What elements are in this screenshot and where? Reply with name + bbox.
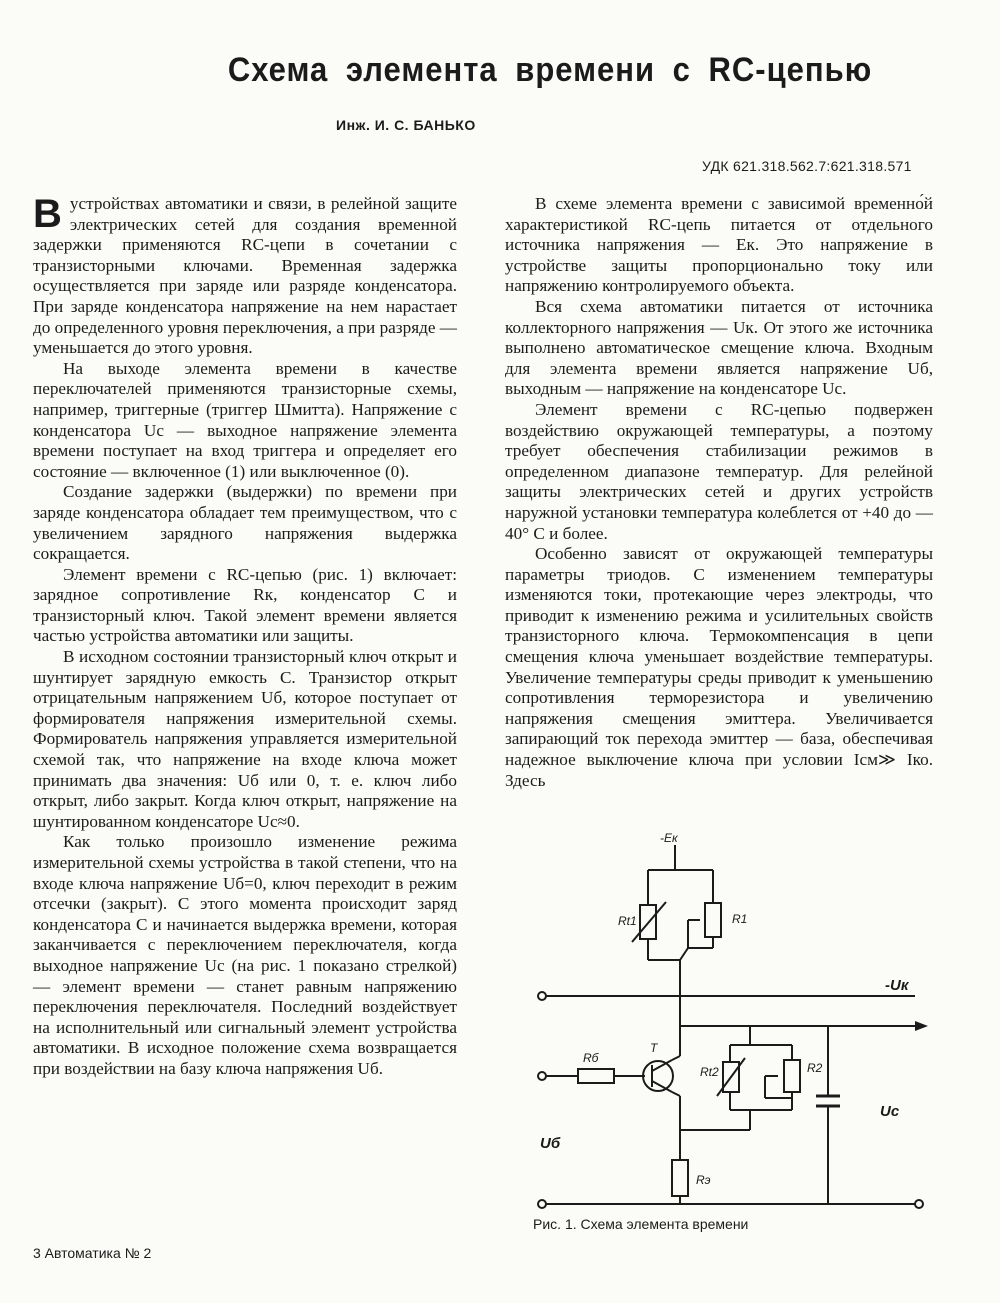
circuit-figure [520,830,940,1230]
label-ub: Uб [540,1135,561,1152]
label-r1: R1 [732,912,748,926]
resistor-re [672,1160,688,1196]
label-rt2: Rt2 [700,1065,719,1079]
paragraph: Элемент времени с RC-цепью подвержен воздействию окружающей температуры, а поэтому требует обеспечения стабилизации режимов в определенном диапазоне температур. Для релейной защиты электрических сетей и других устройств наружной установки температура колеблется от +40 до —40° C и более. [505,399,933,543]
transistor-t [643,1061,673,1091]
terminal-uk-left [538,992,546,1000]
page-footer: 3 Автоматика № 2 [33,1245,152,1261]
rt2-arrow [717,1058,745,1096]
paragraph: Особенно зависят от окружающей температуры параметры триодов. С изменением температуры изменяются токи, протекающие через электроды, что приводит к изменению режима и усилительных свойств транзисторного ключа. Термокомпенсация в цепи смещения ключа уменьшает воздействие температуры. Увеличение температуры среды приводит к уменьшению сопротивления терморезистора и увеличению напряжения смещения эмиттера. Увеличивается запирающий ток перехода эмиттер — база, обеспечивая надежное выключение ключа при условии Iсм≫ Iко. Здесь [505,544,933,790]
output-arrow [915,1021,928,1031]
label-uc: Uс [880,1103,900,1120]
paragraph-text: устройствах автоматики и связи, в релейной защите электрических сетей для создания временной задержки применяются RC-цепи в сочетании с транзисторными ключами. Временная задержка осуществляется при заряде или разряде конденсатора. При заряде конденсатора напряжение на нем нарастает до определенного уровня переключения, а при разряде — уменьшается до этого уровня. [33,194,457,358]
author-line: Инж. И. С. БАНЬКО [336,117,476,133]
paragraph: Создание задержки (выдержки) по времени при заряде конденсатора обладает тем преимуществом, что с увеличением зарядного напряжения выдержка сокращается. [33,482,457,564]
label-t: T [650,1041,658,1055]
page-title: Схема элемента времени с RC-цепью [227,49,873,90]
drop-cap: В [33,192,62,236]
figure-caption: Рис. 1. Схема элемента времени [533,1216,749,1232]
label-re: Rэ [696,1173,711,1187]
paragraph: Вся схема автоматики питается от источника коллекторного напряжения — Uк. От этого же источника выполнено автоматическое смещение ключа. Входным для элемента времени является напряжение Uб, выходным — напряжение на конденсаторе Uс. [505,296,933,399]
paragraph [33,194,457,359]
terminal-output-bottom [915,1200,923,1208]
potentiometer-r2 [784,1060,800,1092]
paragraph: На выходе элемента времени в качестве переключателей применяются транзисторные схемы, например, триггерные (триггер Шмитта). Напряжение с конденсатора Uс — выходное напряжение элемента времени поступает на вход триггера и определяет его состояние — включенное (1) или выключенное (0). [33,358,457,481]
label-rb: Rб [583,1051,599,1065]
paragraph: Элемент времени с RC-цепью (рис. 1) включает: зарядное сопротивление Rк, конденсатор C и транзисторный ключ. Такой элемент времени является частью устройства автоматики или защиты. [33,564,457,646]
paragraph: В исходном состоянии транзисторный ключ открыт и шунтирует зарядную емкость C. Транзистор открыт отрицательным напряжением Uб, которое поступает от формирователя напряжения измерительной схемы. Формирователь напряжения управляется измерительной схемой так, что напряжение на входе ключа может принимать два значения: Uб или 0, т. е. ключ либо открыт, либо закрыт. Когда ключ открыт, напряжение на шунтированном конденсаторе Uс≈0. [33,647,457,831]
right-column [505,194,933,791]
paragraph: Как только произошло изменение режима измерительной схемы устройства в такой степени, что на входе ключа напряжение Uб=0, ключ переходит в режим отсечки (закрыт). С этого момента происходит заряд конденсатора C и начинается выдержка времени, которая заканчивается с переключением переключателя, когда выходное напряжение Uс (на рис. 1 показано стрелкой) — элемент времени — станет равным напряжению переключения переключателя. Последний воздействует на исполнительный или сигнальный элемент устройства автоматики. В исходное положение схема возвращается при воздействии на базу ключа напряжения Uб. [33,832,457,1078]
label-r2: R2 [807,1061,823,1075]
rt1-arrow [632,902,666,942]
label-uk: -Uк [885,977,909,994]
label-ek: -Eк [660,831,678,845]
udk-code: УДК 621.318.562.7:621.318.571 [702,158,912,174]
left-column [33,194,457,1080]
paragraph: В схеме элемента времени с зависимой временно́й характеристикой RC-цепь питается от отдельного источника напряжения — Eк. Это напряжение в устройстве защиты пропорционально току или напряжению контролируемого объекта. [505,194,933,296]
circuit-diagram [520,830,940,1210]
potentiometer-r1 [705,903,721,937]
label-rt1: Rt1 [618,914,637,928]
terminal-input [538,1072,546,1080]
terminal-bottom [538,1200,546,1208]
resistor-rb [578,1069,614,1083]
